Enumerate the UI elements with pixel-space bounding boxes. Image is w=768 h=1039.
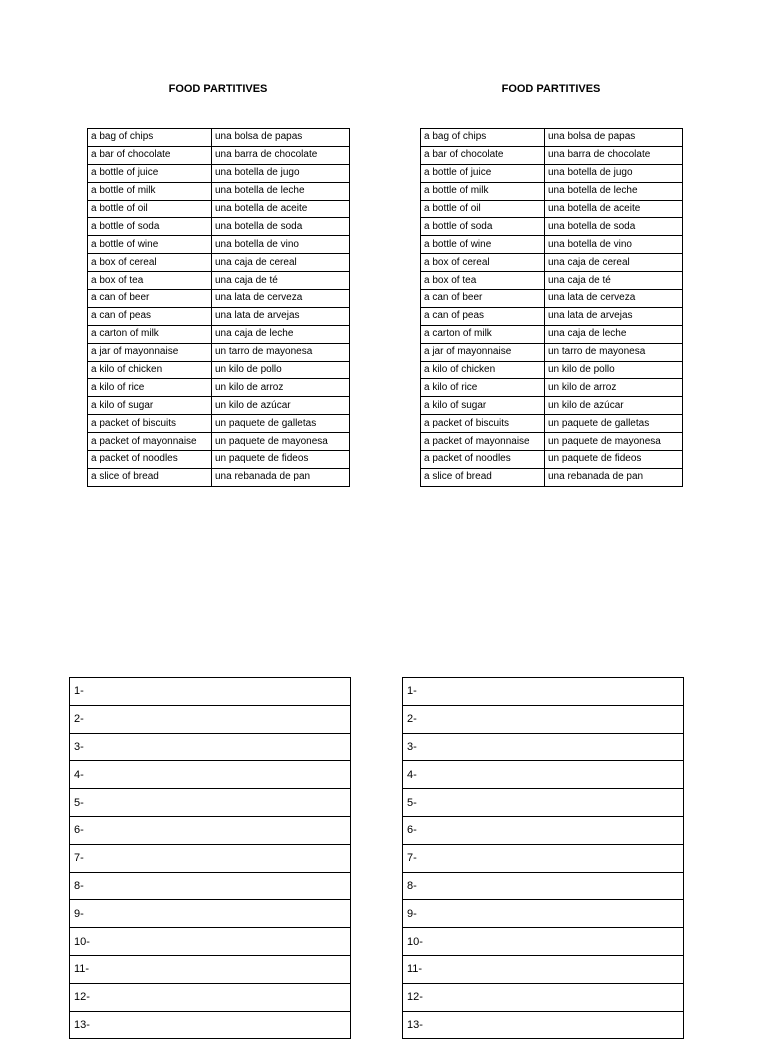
spanish-phrase: una caja de té bbox=[212, 272, 350, 290]
answer-row-right bbox=[403, 678, 684, 706]
spanish-phrase: una botella de vino bbox=[545, 236, 683, 254]
answer-row-left bbox=[70, 900, 351, 928]
answer-line[interactable]: 3- bbox=[70, 733, 351, 761]
vocab-row-right bbox=[421, 307, 683, 325]
answer-line[interactable]: 13- bbox=[403, 1011, 684, 1039]
spanish-phrase: un paquete de galletas bbox=[212, 415, 350, 433]
answer-line[interactable]: 11- bbox=[403, 955, 684, 983]
answer-line[interactable]: 13- bbox=[70, 1011, 351, 1039]
english-phrase: a kilo of chicken bbox=[421, 361, 545, 379]
answer-row-left bbox=[70, 761, 351, 789]
spanish-phrase: una rebanada de pan bbox=[545, 468, 683, 486]
english-phrase: a kilo of sugar bbox=[88, 397, 212, 415]
answer-row-left bbox=[70, 983, 351, 1011]
english-phrase: a box of tea bbox=[88, 272, 212, 290]
answer-line[interactable]: 8- bbox=[70, 872, 351, 900]
english-phrase: a can of peas bbox=[421, 307, 545, 325]
spanish-phrase: un tarro de mayonesa bbox=[212, 343, 350, 361]
vocab-row-right bbox=[421, 146, 683, 164]
spanish-phrase: un kilo de arroz bbox=[545, 379, 683, 397]
vocab-row-left bbox=[88, 379, 350, 397]
answer-row-left bbox=[70, 733, 351, 761]
english-phrase: a packet of noodles bbox=[88, 451, 212, 469]
answer-line[interactable]: 7- bbox=[403, 844, 684, 872]
vocab-row-right bbox=[421, 254, 683, 272]
answer-row-left bbox=[70, 928, 351, 956]
vocab-row-right bbox=[421, 343, 683, 361]
english-phrase: a can of beer bbox=[421, 290, 545, 308]
answer-row-right bbox=[403, 789, 684, 817]
answer-row-right bbox=[403, 872, 684, 900]
english-phrase: a jar of mayonnaise bbox=[88, 343, 212, 361]
answer-line[interactable]: 6- bbox=[403, 816, 684, 844]
answer-row-right bbox=[403, 955, 684, 983]
spanish-phrase: una botella de aceite bbox=[212, 200, 350, 218]
english-phrase: a bottle of soda bbox=[88, 218, 212, 236]
spanish-phrase: una botella de jugo bbox=[212, 164, 350, 182]
spanish-phrase: una lata de arvejas bbox=[212, 307, 350, 325]
vocab-row-right bbox=[421, 272, 683, 290]
spanish-phrase: una lata de cerveza bbox=[545, 290, 683, 308]
answer-row-right bbox=[403, 900, 684, 928]
vocab-row-left bbox=[88, 325, 350, 343]
vocab-row-left bbox=[88, 236, 350, 254]
vocab-row-right bbox=[421, 397, 683, 415]
english-phrase: a packet of biscuits bbox=[421, 415, 545, 433]
english-phrase: a box of cereal bbox=[88, 254, 212, 272]
answer-row-right bbox=[403, 1011, 684, 1039]
answer-line[interactable]: 2- bbox=[403, 705, 684, 733]
spanish-phrase: una botella de leche bbox=[212, 182, 350, 200]
spanish-phrase: un paquete de mayonesa bbox=[545, 433, 683, 451]
answer-row-right bbox=[403, 983, 684, 1011]
answer-line[interactable]: 3- bbox=[403, 733, 684, 761]
spanish-phrase: un kilo de azúcar bbox=[212, 397, 350, 415]
answer-row-left bbox=[70, 678, 351, 706]
english-phrase: a bottle of juice bbox=[421, 164, 545, 182]
answer-row-right bbox=[403, 844, 684, 872]
spanish-phrase: un kilo de azúcar bbox=[545, 397, 683, 415]
spanish-phrase: un kilo de arroz bbox=[212, 379, 350, 397]
english-phrase: a bag of chips bbox=[421, 129, 545, 147]
answer-line[interactable]: 5- bbox=[70, 789, 351, 817]
vocab-row-right bbox=[421, 451, 683, 469]
english-phrase: a can of beer bbox=[88, 290, 212, 308]
english-phrase: a bottle of milk bbox=[421, 182, 545, 200]
english-phrase: a carton of milk bbox=[421, 325, 545, 343]
vocab-row-right bbox=[421, 361, 683, 379]
spanish-phrase: una rebanada de pan bbox=[212, 468, 350, 486]
spanish-phrase: un paquete de fideos bbox=[212, 451, 350, 469]
english-phrase: a bag of chips bbox=[88, 129, 212, 147]
english-phrase: a bottle of soda bbox=[421, 218, 545, 236]
english-phrase: a jar of mayonnaise bbox=[421, 343, 545, 361]
vocab-row-right bbox=[421, 468, 683, 486]
english-phrase: a bar of chocolate bbox=[421, 146, 545, 164]
spanish-phrase: un paquete de fideos bbox=[545, 451, 683, 469]
vocab-row-left bbox=[88, 343, 350, 361]
answer-line[interactable]: 8- bbox=[403, 872, 684, 900]
vocab-row-left bbox=[88, 164, 350, 182]
vocab-row-left bbox=[88, 182, 350, 200]
spanish-phrase: una lata de arvejas bbox=[545, 307, 683, 325]
english-phrase: a packet of mayonnaise bbox=[88, 433, 212, 451]
answer-row-left bbox=[70, 816, 351, 844]
spanish-phrase: una caja de leche bbox=[545, 325, 683, 343]
vocab-row-right bbox=[421, 129, 683, 147]
english-phrase: a box of cereal bbox=[421, 254, 545, 272]
answer-row-left bbox=[70, 705, 351, 733]
answer-row-right bbox=[403, 816, 684, 844]
english-phrase: a kilo of rice bbox=[421, 379, 545, 397]
spanish-phrase: un kilo de pollo bbox=[212, 361, 350, 379]
english-phrase: a bottle of oil bbox=[88, 200, 212, 218]
english-phrase: a bottle of juice bbox=[88, 164, 212, 182]
answer-row-left bbox=[70, 1011, 351, 1039]
vocab-row-right bbox=[421, 218, 683, 236]
answer-table-right bbox=[402, 677, 684, 1039]
answer-line[interactable]: 4- bbox=[403, 761, 684, 789]
english-phrase: a slice of bread bbox=[88, 468, 212, 486]
spanish-phrase: una caja de cereal bbox=[545, 254, 683, 272]
vocab-row-left bbox=[88, 290, 350, 308]
answer-line[interactable]: 7- bbox=[70, 844, 351, 872]
answer-line[interactable]: 4- bbox=[70, 761, 351, 789]
answer-table-left bbox=[69, 677, 351, 1039]
answer-line[interactable]: 12- bbox=[70, 983, 351, 1011]
english-phrase: a packet of biscuits bbox=[88, 415, 212, 433]
answer-row-right bbox=[403, 705, 684, 733]
answer-line[interactable]: 2- bbox=[70, 705, 351, 733]
spanish-phrase: una botella de aceite bbox=[545, 200, 683, 218]
vocab-row-right bbox=[421, 379, 683, 397]
answer-line[interactable]: 6- bbox=[70, 816, 351, 844]
spanish-phrase: una barra de chocolate bbox=[212, 146, 350, 164]
answer-row-left bbox=[70, 844, 351, 872]
english-phrase: a can of peas bbox=[88, 307, 212, 325]
english-phrase: a bottle of oil bbox=[421, 200, 545, 218]
english-phrase: a packet of mayonnaise bbox=[421, 433, 545, 451]
answer-line[interactable]: 9- bbox=[70, 900, 351, 928]
answer-line[interactable]: 9- bbox=[403, 900, 684, 928]
spanish-phrase: un paquete de mayonesa bbox=[212, 433, 350, 451]
english-phrase: a kilo of chicken bbox=[88, 361, 212, 379]
spanish-phrase: un tarro de mayonesa bbox=[545, 343, 683, 361]
vocab-row-left bbox=[88, 361, 350, 379]
spanish-phrase: una botella de soda bbox=[212, 218, 350, 236]
answer-line[interactable]: 1- bbox=[403, 678, 684, 706]
english-phrase: a bottle of milk bbox=[88, 182, 212, 200]
answer-line[interactable]: 10- bbox=[70, 928, 351, 956]
spanish-phrase: una botella de jugo bbox=[545, 164, 683, 182]
english-phrase: a packet of noodles bbox=[421, 451, 545, 469]
spanish-phrase: una botella de vino bbox=[212, 236, 350, 254]
vocab-row-right bbox=[421, 164, 683, 182]
spanish-phrase: una botella de leche bbox=[545, 182, 683, 200]
vocab-row-right bbox=[421, 415, 683, 433]
answer-line[interactable]: 5- bbox=[403, 789, 684, 817]
vocab-row-left bbox=[88, 451, 350, 469]
spanish-phrase: una caja de té bbox=[545, 272, 683, 290]
english-phrase: a bottle of wine bbox=[88, 236, 212, 254]
vocab-row-left bbox=[88, 254, 350, 272]
spanish-phrase: una botella de soda bbox=[545, 218, 683, 236]
vocabulary-table-left bbox=[87, 128, 350, 487]
vocab-row-right bbox=[421, 325, 683, 343]
answer-line[interactable]: 10- bbox=[403, 928, 684, 956]
vocab-row-left bbox=[88, 218, 350, 236]
vocab-row-left bbox=[88, 200, 350, 218]
vocab-row-left bbox=[88, 468, 350, 486]
vocab-row-right bbox=[421, 290, 683, 308]
spanish-phrase: un paquete de galletas bbox=[545, 415, 683, 433]
answer-row-left bbox=[70, 789, 351, 817]
vocab-row-right bbox=[421, 200, 683, 218]
answer-row-right bbox=[403, 733, 684, 761]
vocab-row-right bbox=[421, 182, 683, 200]
vocab-row-right bbox=[421, 433, 683, 451]
vocabulary-table-right bbox=[420, 128, 683, 487]
vocab-row-left bbox=[88, 129, 350, 147]
answer-line[interactable]: 11- bbox=[70, 955, 351, 983]
answer-row-right bbox=[403, 928, 684, 956]
spanish-phrase: una lata de cerveza bbox=[212, 290, 350, 308]
spanish-phrase: una caja de leche bbox=[212, 325, 350, 343]
spanish-phrase: un kilo de pollo bbox=[545, 361, 683, 379]
vocab-row-left bbox=[88, 415, 350, 433]
answer-row-left bbox=[70, 955, 351, 983]
spanish-phrase: una barra de chocolate bbox=[545, 146, 683, 164]
spanish-phrase: una bolsa de papas bbox=[545, 129, 683, 147]
vocab-row-left bbox=[88, 433, 350, 451]
english-phrase: a carton of milk bbox=[88, 325, 212, 343]
answer-line[interactable]: 1- bbox=[70, 678, 351, 706]
answer-row-right bbox=[403, 761, 684, 789]
vocab-row-left bbox=[88, 146, 350, 164]
spanish-phrase: una bolsa de papas bbox=[212, 129, 350, 147]
english-phrase: a bottle of wine bbox=[421, 236, 545, 254]
english-phrase: a slice of bread bbox=[421, 468, 545, 486]
english-phrase: a bar of chocolate bbox=[88, 146, 212, 164]
vocab-row-right bbox=[421, 236, 683, 254]
answer-row-left bbox=[70, 872, 351, 900]
vocab-row-left bbox=[88, 272, 350, 290]
vocab-row-left bbox=[88, 397, 350, 415]
page-title-right: FOOD PARTITIVES bbox=[501, 83, 601, 95]
spanish-phrase: una caja de cereal bbox=[212, 254, 350, 272]
vocab-row-left bbox=[88, 307, 350, 325]
answer-line[interactable]: 12- bbox=[403, 983, 684, 1011]
english-phrase: a kilo of sugar bbox=[421, 397, 545, 415]
english-phrase: a box of tea bbox=[421, 272, 545, 290]
english-phrase: a kilo of rice bbox=[88, 379, 212, 397]
page-title-left: FOOD PARTITIVES bbox=[168, 83, 268, 95]
